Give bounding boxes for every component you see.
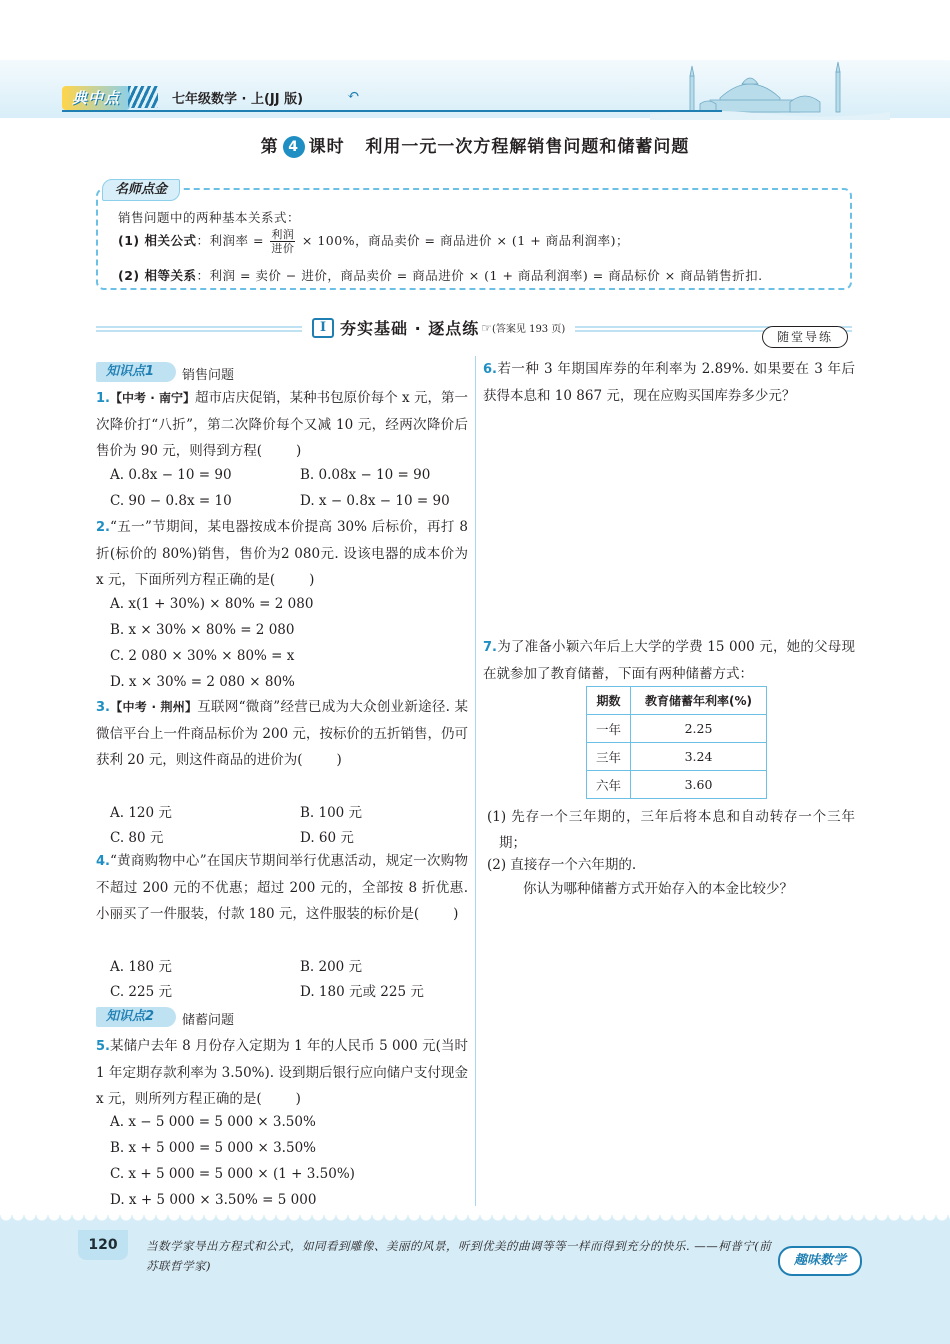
lesson-title: 第 4 课时 利用一元一次方程解销售问题和储蓄问题 [260, 137, 690, 157]
q3-option-c: C. 80 元 [110, 830, 164, 846]
q4-option-d: D. 180 元或 225 元 [300, 984, 424, 1000]
table-header: 期数 [587, 687, 631, 715]
question-6: 6.若一种 3 年期国库券的年利率为 2.89%. 如果要在 3 年后获得本息和 10 867 元，现在应购买国库券多少元？ [483, 361, 855, 404]
q2-option-d: D. x × 30% = 2 080 × 80% [110, 674, 295, 690]
profit-rate-fraction: $\frac{\text{利润}}{\text{进价}}$ [271, 228, 295, 255]
tip-relation-line: (2) 相等关系：利润 = 卖价 − 进价，商品卖价 = 商品进价 × (1 + 商品利润率) = 商品标价 × 商品销售折扣. [118, 268, 763, 283]
pointing-hand-icon: ☞ [481, 320, 492, 335]
q1-option-c: C. 90 − 0.8x = 10 [110, 493, 232, 509]
q7-part-2: (2) 直接存一个六年期的. [487, 857, 637, 873]
savings-rate-table [586, 686, 767, 799]
question-3: 3.【中考 · 荆州】互联网“微商”经营已成为大众创业新途径. 某微信平台上一件商品标价为 200 元，按标价的五折销售，仍可获利 20 元，则这件商品的进价为( ) [96, 699, 468, 768]
q7-part-1: (1) 先存一个三年期的，三年后将本息和自动转存一个三年期； [487, 809, 855, 851]
q5-option-c: C. x + 5 000 = 5 000 × (1 + 3.50%) [110, 1166, 355, 1182]
back-arrow-icon: ↶ [347, 86, 360, 104]
q3-option-b: B. 100 元 [300, 805, 363, 821]
q4-option-b: B. 200 元 [300, 959, 363, 975]
lesson-title-text: 利用一元一次方程解销售问题和储蓄问题 [365, 137, 690, 157]
book-title: 七年级数学 · 上(JJ 版) [172, 92, 304, 107]
page-number: 120 [78, 1230, 128, 1260]
header-stripes-decoration [128, 86, 158, 108]
table-row [587, 715, 767, 743]
column-divider [475, 356, 476, 1206]
q3-option-a: A. 120 元 [110, 805, 172, 821]
q7-question: 你认为哪种储蓄方式开始存入的本金比较少？ [523, 881, 793, 897]
table-cell: 2.25 [631, 715, 767, 743]
section-roman-numeral: I [312, 318, 334, 338]
q2-option-a: A. x(1 + 30%) × 80% = 2 080 [110, 596, 314, 612]
q1-option-a: A. 0.8x − 10 = 90 [110, 467, 232, 483]
q3-option-d: D. 60 元 [300, 830, 354, 846]
table-header-row [587, 687, 767, 715]
q2-option-b: B. x × 30% × 80% = 2 080 [110, 622, 295, 638]
q5-option-d: D. x + 5 000 × 3.50% = 5 000 [110, 1192, 317, 1208]
knowledge-point-1-title: 销售问题 [182, 368, 235, 383]
q2-option-c: C. 2 080 × 30% × 80% = x [110, 648, 295, 664]
q5-option-a: A. x − 5 000 = 5 000 × 3.50% [110, 1114, 316, 1130]
lesson-number-badge: 4 [283, 136, 305, 158]
q4-option-c: C. 225 元 [110, 984, 172, 1000]
table-header: 教育储蓄年利率(%) [631, 687, 767, 715]
header-rule [62, 110, 722, 112]
knowledge-point-2-title: 储蓄问题 [182, 1013, 235, 1028]
q1-option-d: D. x − 0.8x − 10 = 90 [300, 493, 450, 509]
question-5: 5.某储户去年 8 月份存入定期为 1 年的人民币 5 000 元(当时 1 年定期存款利率为 3.50%). 设到期后银行应向储户支付现金 x 元，则所列方程正确的是( ) [96, 1038, 468, 1107]
table-cell: 3.24 [631, 743, 767, 771]
table-cell: 六年 [587, 771, 631, 799]
q4-option-a: A. 180 元 [110, 959, 172, 975]
table-cell: 三年 [587, 743, 631, 771]
question-4: 4.“黄商购物中心”在国庆节期间举行优惠活动，规定一次购物不超过 200 元的不优惠；超过 200 元的，全部按 8 折优惠. 小丽买了一件服装，付款 180 元，这件服装的标价是( ) [96, 853, 468, 922]
fun-math-badge: 趣味数学 [778, 1246, 862, 1276]
teacher-tip-tag: 名师点金 [102, 179, 180, 201]
page-header [0, 0, 950, 125]
classroom-guide-tag: 随堂导练 [762, 326, 848, 348]
question-1: 1.【中考 · 南宁】超市店庆促销，某种书包原价每个 x 元，第一次降价打“八折”，第二次降价每个又减 10 元，经两次降价后售价为 90 元，则得到方程( ) [96, 390, 468, 459]
knowledge-point-2-tag: 知识点2 [96, 1007, 176, 1027]
tip-intro: 销售问题中的两种基本关系式： [118, 210, 301, 225]
question-2: 2.“五一”节期间，某电器按成本价提高 30% 后标价，再打 8 折(标价的 80%)销售，售价为2 080元. 设该电器的成本价为 x 元，下面所列方程正确的是( ) [96, 519, 468, 588]
table-row [587, 743, 767, 771]
table-cell: 一年 [587, 715, 631, 743]
table-row [587, 771, 767, 799]
tip-formula-line: (1) 相关公式：利润率 = $\frac{\text{利润}}{\text{进价}}$ × 100%，商品卖价 = 商品进价 × (1 + 商品利润率)； [118, 228, 630, 255]
brand-logo: 典中点 [62, 86, 130, 110]
table-cell: 3.60 [631, 771, 767, 799]
question-7: 7.为了准备小颖六年后上大学的学费 15 000 元，她的父母现在就参加了教育储蓄，下面有两种储蓄方式： [483, 639, 855, 682]
answer-page-note: (答案见 193 页) [492, 324, 566, 335]
section-banner [96, 318, 852, 340]
section-title: 夯实基础 · 逐点练 [340, 319, 480, 338]
footer-quote: 当数学家导出方程式和公式，如同看到雕像、美丽的风景，听到优美的曲调等等一样而得到充分的快乐. ——柯普宁(前苏联哲学家) [146, 1239, 772, 1273]
q5-option-b: B. x + 5 000 = 5 000 × 3.50% [110, 1140, 316, 1156]
knowledge-point-1-tag: 知识点1 [96, 362, 176, 382]
q1-option-b: B. 0.08x − 10 = 90 [300, 467, 431, 483]
banner-title-box [302, 316, 575, 342]
